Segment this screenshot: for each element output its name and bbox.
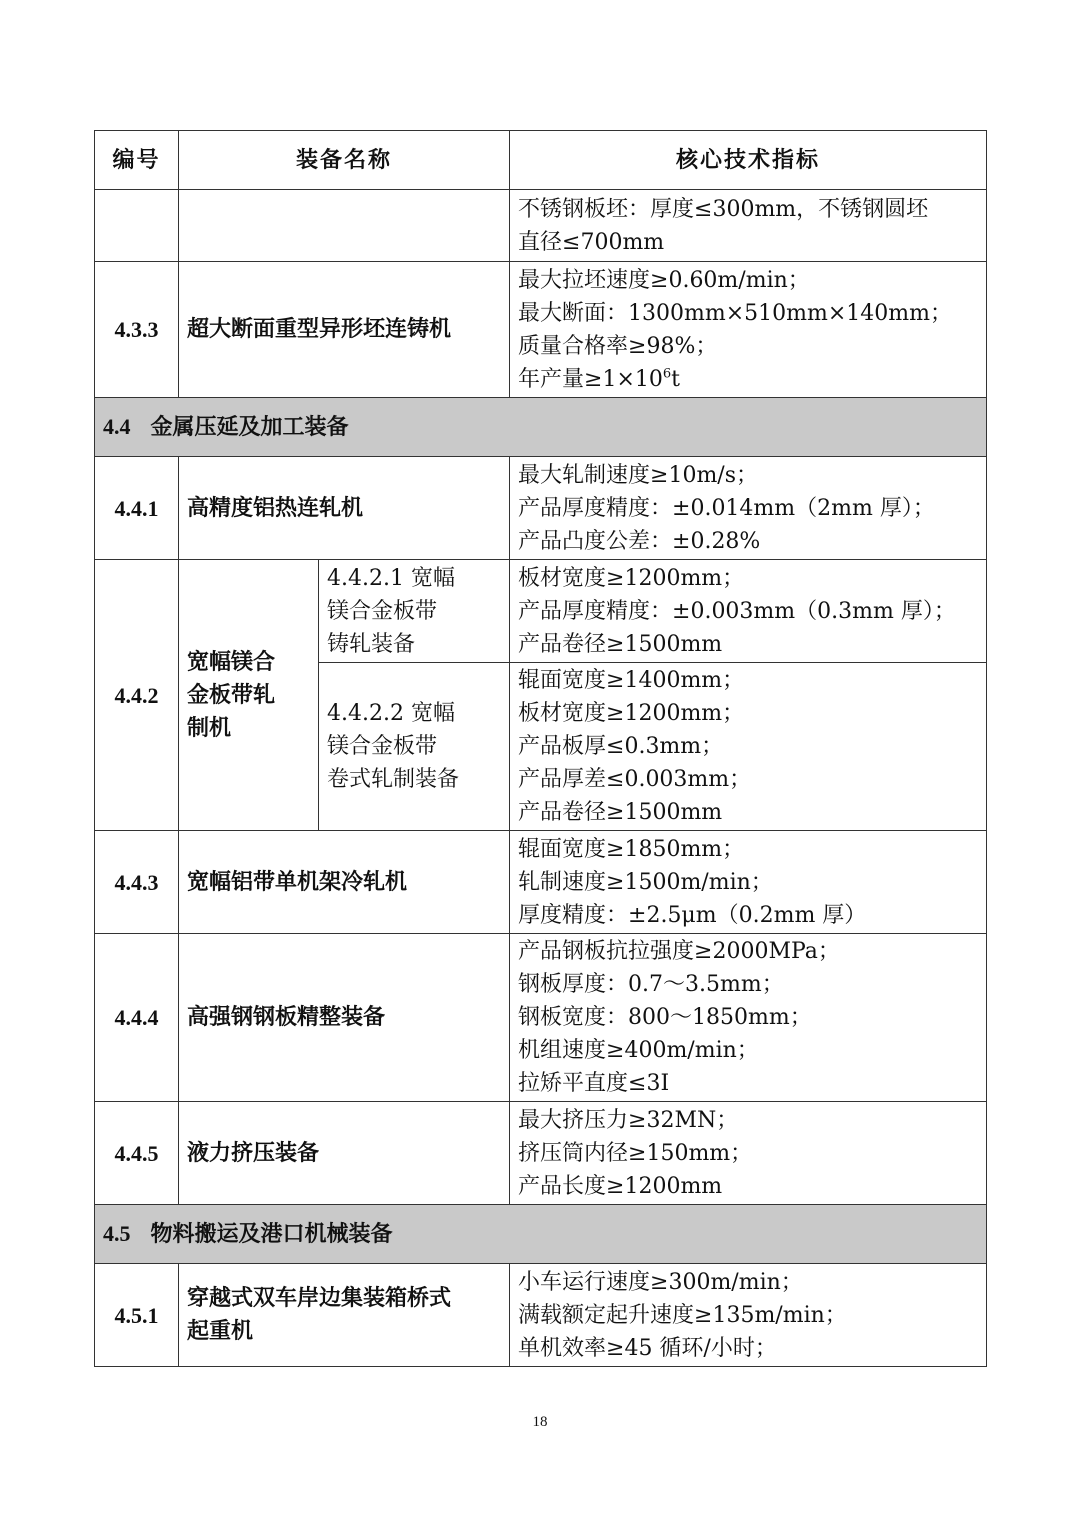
number-cell	[95, 190, 179, 262]
spec-line: 产品卷径≥1500mm	[518, 631, 723, 657]
name-line: 制机	[187, 714, 232, 741]
table-row	[95, 457, 987, 560]
spec-line: 厚度精度：±2.5μm（0.2mm 厚）	[518, 902, 867, 928]
section-title: 金属压延及加工装备	[150, 414, 349, 440]
number-cell: 4.4.2	[95, 560, 179, 831]
number-cell: 4.4.4	[95, 934, 179, 1102]
spec-cell	[510, 663, 987, 831]
table-row	[95, 1264, 987, 1367]
name-cell	[179, 560, 319, 831]
table-row	[95, 831, 987, 934]
section-row	[95, 398, 987, 457]
spec-line	[518, 363, 978, 396]
sub-name-line: 4.4.2.2 宽幅	[327, 701, 455, 726]
sub-name-line: 4.4.2.1 宽幅	[327, 565, 455, 591]
spec-line: 产品厚度精度：±0.003mm（0.3mm 厚）；	[518, 598, 956, 624]
spec-cell	[510, 560, 987, 663]
header-equipment-name: 装备名称	[179, 131, 510, 190]
section-code: 4.5	[103, 1221, 131, 1246]
spec-line: 直径≤700mm	[518, 229, 665, 255]
spec-line: 板材宽度≥1200mm；	[518, 565, 745, 591]
name-cell: 高强钢钢板精整装备	[179, 934, 510, 1102]
name-cell: 超大断面重型异形坯连铸机	[179, 262, 510, 398]
spec-cell	[510, 934, 987, 1102]
spec-line: 最大断面：1300mm×510mm×140mm；	[518, 300, 953, 326]
spec-line: 产品长度≥1200mm	[518, 1173, 723, 1199]
spec-line: 质量合格率≥98%；	[518, 333, 718, 359]
spec-line: 挤压筒内径≥150mm；	[518, 1140, 753, 1166]
section-heading	[95, 398, 987, 457]
sub-name-cell	[319, 560, 510, 663]
number-cell: 4.5.1	[95, 1264, 179, 1367]
spec-cell	[510, 262, 987, 398]
equipment-spec-table	[94, 130, 987, 1367]
spec-line: 轧制速度≥1500m/min；	[518, 869, 773, 895]
spec-line: 最大轧制速度≥10m/s；	[518, 462, 759, 488]
name-line: 穿越式双车岸边集装箱桥式	[187, 1285, 452, 1311]
spec-line: 不锈钢板坯：厚度≤300mm，不锈钢圆坯	[518, 196, 929, 222]
spec-line: 板材宽度≥1200mm；	[518, 701, 745, 726]
spec-cell	[510, 457, 987, 560]
number-cell: 4.4.5	[95, 1102, 179, 1205]
spec-line: 小车运行速度≥300m/min；	[518, 1269, 803, 1295]
sub-name-line: 卷式轧制装备	[327, 767, 460, 792]
name-cell: 液力挤压装备	[179, 1102, 510, 1205]
section-title: 物料搬运及港口机械装备	[150, 1221, 393, 1247]
spec-line: 机组速度≥400m/min；	[518, 1038, 759, 1063]
table-row	[95, 934, 987, 1102]
spec-text: t	[671, 366, 680, 392]
number-cell: 4.4.1	[95, 457, 179, 560]
spec-line: 产品卷径≥1500mm	[518, 800, 723, 825]
table-row	[95, 190, 987, 262]
header-number: 编号	[95, 131, 179, 190]
superscript-exponent: 6	[662, 366, 672, 382]
spec-line: 产品钢板抗拉强度≥2000MPa；	[518, 939, 840, 964]
spec-line: 单机效率≥45 循环/小时；	[518, 1335, 777, 1361]
section-heading	[95, 1205, 987, 1264]
spec-line: 满载额定起升速度≥135m/min；	[518, 1302, 847, 1328]
table-row	[95, 262, 987, 398]
spec-cell	[510, 831, 987, 934]
name-cell	[179, 1264, 510, 1367]
table-row	[95, 560, 987, 663]
sub-name-line: 镁合金板带	[327, 734, 438, 759]
header-core-specs: 核心技术指标	[510, 131, 987, 190]
spec-line: 最大拉坯速度≥0.60m/min；	[518, 267, 810, 293]
spec-line: 产品厚度精度：±0.014mm（2mm 厚）；	[518, 495, 935, 521]
spec-text: 年产量≥1×10	[518, 366, 663, 392]
spec-cell	[510, 1264, 987, 1367]
table-row	[95, 1102, 987, 1205]
sub-name-cell	[319, 663, 510, 831]
spec-cell	[510, 1102, 987, 1205]
spec-line: 产品厚差≤0.003mm；	[518, 767, 752, 792]
spec-line: 钢板宽度：800～1850mm；	[518, 1005, 812, 1030]
name-line: 宽幅镁合	[187, 648, 276, 675]
spec-line: 辊面宽度≥1400mm；	[518, 668, 745, 693]
spec-line: 产品板厚≤0.3mm；	[518, 734, 724, 759]
spec-line: 最大挤压力≥32MN；	[518, 1107, 739, 1133]
name-line: 金板带轧	[187, 681, 276, 708]
name-cell: 高精度铝热连轧机	[179, 457, 510, 560]
spec-line: 拉矫平直度≤3I	[518, 1071, 670, 1096]
name-cell	[179, 190, 510, 262]
section-row	[95, 1205, 987, 1264]
sub-name-line: 镁合金板带	[327, 598, 438, 624]
page-number: 18	[532, 1414, 548, 1430]
section-code: 4.4	[103, 414, 131, 439]
name-cell: 宽幅铝带单机架冷轧机	[179, 831, 510, 934]
spec-line: 钢板厚度：0.7～3.5mm；	[518, 972, 784, 997]
number-cell: 4.3.3	[95, 262, 179, 398]
spec-cell	[510, 190, 987, 262]
spec-line: 产品凸度公差：±0.28%	[518, 528, 761, 554]
name-line: 起重机	[187, 1318, 254, 1344]
sub-name-line: 铸轧装备	[327, 631, 416, 657]
spec-line: 辊面宽度≥1850mm；	[518, 836, 745, 862]
table-header-row	[95, 131, 987, 190]
number-cell: 4.4.3	[95, 831, 179, 934]
